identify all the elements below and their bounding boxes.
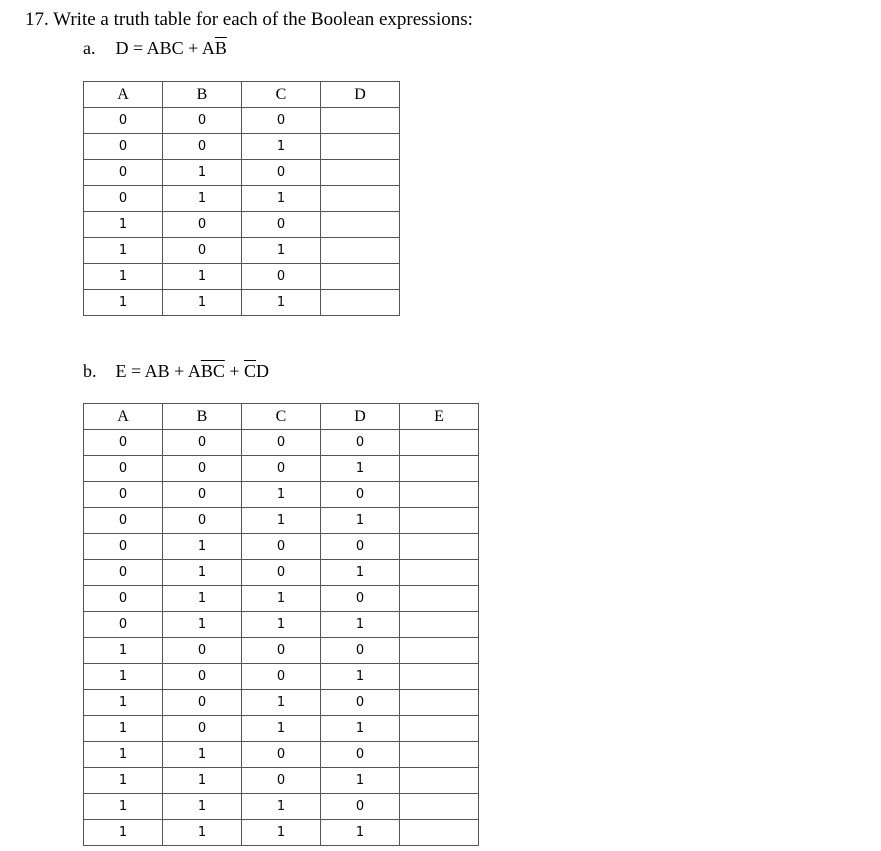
table-b-cell-d: 0: [321, 638, 400, 664]
question-number: 17.: [25, 9, 49, 30]
table-a-cell-a: 1: [84, 212, 163, 238]
table-row: [84, 560, 479, 586]
table-row: [84, 794, 479, 820]
table-b-body: [84, 430, 479, 846]
table-row: [84, 742, 479, 768]
table-b-cell-e[interactable]: [400, 482, 479, 508]
table-row: [84, 160, 400, 186]
table-b-cell-a: 0: [84, 534, 163, 560]
table-b-cell-c: 1: [242, 586, 321, 612]
table-a-cell-d[interactable]: [321, 212, 400, 238]
table-a-cell-a: 1: [84, 264, 163, 290]
table-b-cell-d: 1: [321, 768, 400, 794]
table-b-cell-d: 1: [321, 508, 400, 534]
table-b-cell-a: 0: [84, 612, 163, 638]
part-b-expression: [116, 361, 270, 381]
table-b-header-row: [84, 404, 479, 430]
table-a-cell-d[interactable]: [321, 290, 400, 316]
table-b-header-e: E: [400, 404, 479, 430]
table-b-cell-e[interactable]: [400, 560, 479, 586]
table-b-cell-d: 1: [321, 820, 400, 846]
table-a-cell-c: 0: [242, 212, 321, 238]
part-b-label: b.: [83, 361, 97, 381]
table-b-cell-d: 1: [321, 560, 400, 586]
table-a-header-a: A: [84, 82, 163, 108]
table-b-cell-a: 1: [84, 690, 163, 716]
table-b-cell-a: 0: [84, 508, 163, 534]
table-b-header-d: D: [321, 404, 400, 430]
table-b-cell-d: 0: [321, 690, 400, 716]
question-heading: [25, 9, 473, 31]
table-row: [84, 508, 479, 534]
table-b-cell-d: 1: [321, 612, 400, 638]
table-a-header-c: C: [242, 82, 321, 108]
table-b-cell-a: 0: [84, 430, 163, 456]
table-b-cell-e[interactable]: [400, 586, 479, 612]
part-a-expression: [116, 38, 227, 58]
table-row: [84, 716, 479, 742]
table-b-cell-a: 1: [84, 820, 163, 846]
table-a-cell-b: 0: [163, 134, 242, 160]
table-b-cell-e[interactable]: [400, 794, 479, 820]
table-row: [84, 290, 400, 316]
table-b-cell-b: 1: [163, 768, 242, 794]
table-b-cell-a: 0: [84, 560, 163, 586]
table-a-cell-d[interactable]: [321, 238, 400, 264]
table-b-cell-a: 1: [84, 742, 163, 768]
table-b-cell-c: 1: [242, 690, 321, 716]
table-b-cell-b: 1: [163, 612, 242, 638]
table-row: [84, 430, 479, 456]
part-b-expression-negated-1: $\overline{BC}$: [200, 361, 225, 381]
table-b-cell-c: 0: [242, 664, 321, 690]
table-b-cell-b: 0: [163, 638, 242, 664]
table-b-cell-d: 1: [321, 716, 400, 742]
question-text: Write a truth table for each of the Boolean expressions:: [53, 9, 473, 30]
part-b-heading: [83, 361, 269, 382]
part-b-expression-text-1: E = AB + A: [115, 361, 201, 381]
table-b-cell-b: 0: [163, 482, 242, 508]
table-a-cell-c: 0: [242, 160, 321, 186]
table-b-cell-a: 1: [84, 768, 163, 794]
table-a-cell-a: 1: [84, 238, 163, 264]
table-b-cell-d: 0: [321, 430, 400, 456]
table-a-body: [84, 108, 400, 316]
part-b-expression-text-2: +: [224, 361, 244, 381]
truth-table-b: [83, 403, 479, 846]
table-b-cell-c: 1: [242, 508, 321, 534]
table-a-header-d: D: [321, 82, 400, 108]
table-b-cell-d: 0: [321, 534, 400, 560]
table-a-cell-b: 0: [163, 212, 242, 238]
table-b-cell-c: 1: [242, 612, 321, 638]
part-a-heading: [83, 38, 227, 59]
table-b-cell-c: 1: [242, 794, 321, 820]
table-a-cell-d[interactable]: [321, 160, 400, 186]
table-row: [84, 482, 479, 508]
truth-table-a: [83, 81, 400, 316]
table-b-header-a: A: [84, 404, 163, 430]
table-a-cell-a: 1: [84, 290, 163, 316]
part-b-expression-text-3: D: [256, 361, 270, 381]
table-row: [84, 612, 479, 638]
table-row: [84, 456, 479, 482]
table-b-cell-c: 1: [242, 820, 321, 846]
table-b-cell-b: 1: [163, 586, 242, 612]
table-b-cell-d: 0: [321, 742, 400, 768]
table-b-cell-b: 0: [163, 456, 242, 482]
table-b-cell-c: 1: [242, 716, 321, 742]
part-a-label: a.: [83, 38, 96, 58]
table-row: [84, 820, 479, 846]
table-b-cell-b: 0: [163, 430, 242, 456]
table-b-cell-c: 0: [242, 560, 321, 586]
table-b-cell-b: 0: [163, 664, 242, 690]
table-b-cell-b: 0: [163, 508, 242, 534]
table-a-cell-c: 1: [242, 238, 321, 264]
table-a-cell-c: 1: [242, 186, 321, 212]
table-b-cell-e[interactable]: [400, 612, 479, 638]
table-row: [84, 534, 479, 560]
table-a-cell-a: 0: [84, 186, 163, 212]
table-a-cell-d[interactable]: [321, 186, 400, 212]
table-b-header-b: B: [163, 404, 242, 430]
table-b-cell-b: 1: [163, 534, 242, 560]
table-row: [84, 108, 400, 134]
table-b-cell-e[interactable]: [400, 534, 479, 560]
table-a-cell-c: 1: [242, 134, 321, 160]
table-b-cell-c: 0: [242, 430, 321, 456]
table-b-cell-e[interactable]: [400, 820, 479, 846]
table-a-cell-b: 1: [163, 264, 242, 290]
table-b-cell-c: 1: [242, 482, 321, 508]
table-b-cell-d: 1: [321, 664, 400, 690]
table-b-cell-e[interactable]: [400, 664, 479, 690]
table-a-cell-b: 1: [163, 186, 242, 212]
table-b-cell-b: 1: [163, 742, 242, 768]
table-row: [84, 186, 400, 212]
table-b-cell-e[interactable]: [400, 508, 479, 534]
table-b-cell-a: 1: [84, 794, 163, 820]
table-b-cell-c: 0: [242, 456, 321, 482]
table-row: [84, 134, 400, 160]
part-a-expression-text: D = ABC + A: [115, 38, 215, 58]
table-a-header-row: [84, 82, 400, 108]
table-row: [84, 264, 400, 290]
table-b-cell-e[interactable]: [400, 430, 479, 456]
table-b-cell-e[interactable]: [400, 638, 479, 664]
table-a-cell-d[interactable]: [321, 134, 400, 160]
table-a-cell-d[interactable]: [321, 108, 400, 134]
table-b-cell-c: 0: [242, 742, 321, 768]
table-b-header-c: C: [242, 404, 321, 430]
table-b-cell-a: 0: [84, 456, 163, 482]
table-b-cell-c: 0: [242, 638, 321, 664]
table-a-cell-a: 0: [84, 134, 163, 160]
table-b-cell-e[interactable]: [400, 690, 479, 716]
table-b-cell-b: 1: [163, 820, 242, 846]
table-a-cell-c: 0: [242, 264, 321, 290]
table-a-cell-b: 1: [163, 160, 242, 186]
table-b-cell-a: 0: [84, 482, 163, 508]
table-row: [84, 238, 400, 264]
table-b-cell-e[interactable]: [400, 716, 479, 742]
table-b-cell-b: 0: [163, 690, 242, 716]
part-a-expression-negated: $\overline{B}$: [214, 38, 227, 58]
table-b-cell-a: 1: [84, 664, 163, 690]
table-b-cell-c: 0: [242, 534, 321, 560]
table-b-cell-d: 0: [321, 482, 400, 508]
table-a-cell-b: 1: [163, 290, 242, 316]
table-row: [84, 586, 479, 612]
table-b-cell-c: 0: [242, 768, 321, 794]
table-b-cell-e[interactable]: [400, 742, 479, 768]
table-b-cell-b: 0: [163, 716, 242, 742]
table-row: [84, 768, 479, 794]
table-b-cell-d: 1: [321, 456, 400, 482]
table-a-header-b: B: [163, 82, 242, 108]
table-row: [84, 212, 400, 238]
table-a-cell-c: 0: [242, 108, 321, 134]
table-b-cell-a: 1: [84, 716, 163, 742]
table-row: [84, 690, 479, 716]
table-a-cell-a: 0: [84, 160, 163, 186]
table-b-cell-a: 0: [84, 586, 163, 612]
table-b-cell-a: 1: [84, 638, 163, 664]
table-a-cell-c: 1: [242, 290, 321, 316]
table-b-cell-d: 0: [321, 586, 400, 612]
table-row: [84, 664, 479, 690]
table-a-cell-a: 0: [84, 108, 163, 134]
table-b-cell-e[interactable]: [400, 456, 479, 482]
table-b-cell-b: 1: [163, 560, 242, 586]
part-b-expression-negated-2: $\overline{C}$: [244, 361, 257, 381]
table-a-cell-b: 0: [163, 108, 242, 134]
table-a-cell-b: 0: [163, 238, 242, 264]
table-b-cell-d: 0: [321, 794, 400, 820]
table-b-cell-e[interactable]: [400, 768, 479, 794]
table-row: [84, 638, 479, 664]
table-b-cell-b: 1: [163, 794, 242, 820]
table-a-cell-d[interactable]: [321, 264, 400, 290]
